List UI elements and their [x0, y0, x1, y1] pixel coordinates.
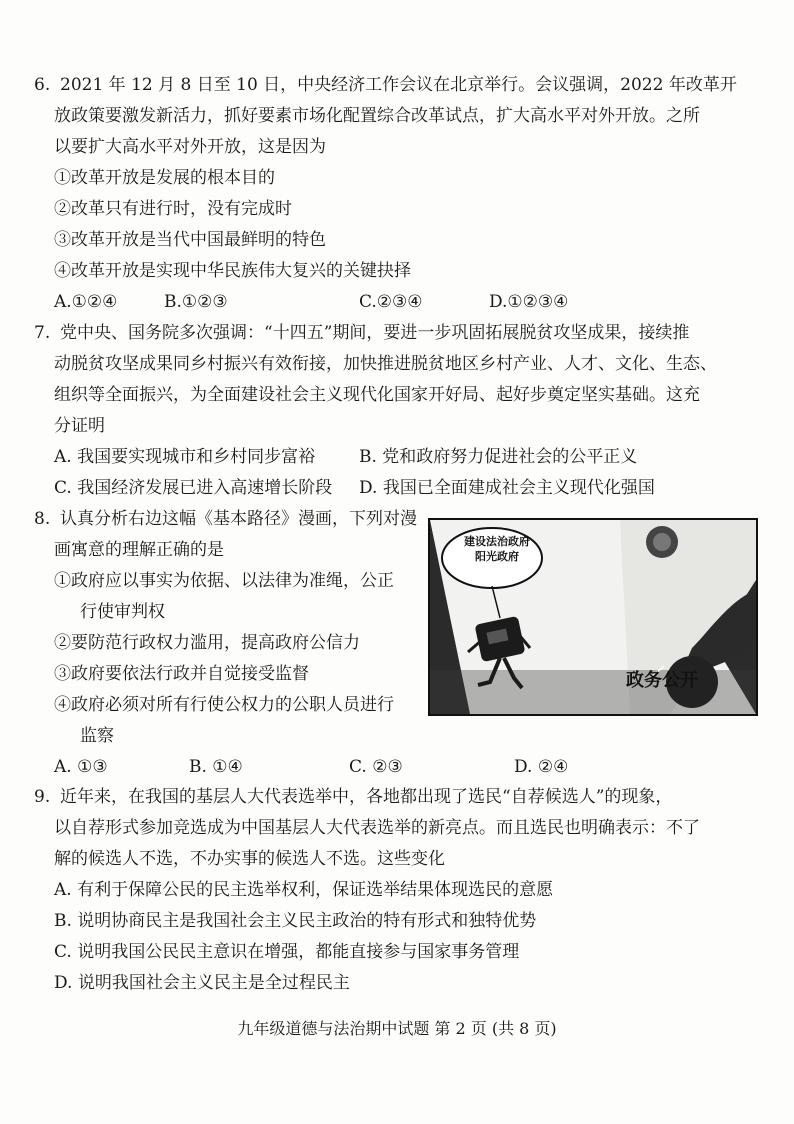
question-6 [34, 70, 759, 318]
statement-1-continued: 行使审判权 [80, 602, 165, 622]
choice-b[interactable]: B. 党和政府努力促进社会的公平正义 [359, 447, 638, 467]
question-8 [34, 504, 424, 752]
answer-choices [34, 752, 759, 783]
speech-bubble-text: 建设法治政府 阳光政府 [464, 535, 530, 563]
statement-3: ③政府要依法行政并自觉接受监督 [54, 664, 309, 684]
cartoon-caption: 政务公开 [626, 670, 698, 691]
choice-a[interactable]: A. 我国要实现城市和乡村同步富裕 [54, 447, 316, 467]
question-stem-line: 分证明 [54, 416, 105, 436]
page-footer: 九年级道德与法治期中试题 第 2 页 (共 8 页) [237, 1019, 557, 1038]
choice-c[interactable]: C.②③④ [359, 292, 423, 312]
choice-c[interactable]: C. 说明我国公民民主意识在增强，都能直接参与国家事务管理 [54, 942, 520, 962]
question-stem-line: 党中央、国务院多次强调：“十四五”期间，要进一步巩固拓展脱贫攻坚成果，接续推 [60, 323, 690, 343]
choice-d[interactable]: D. 说明我国社会主义民主是全过程民主 [54, 973, 350, 993]
question-number: 7. [34, 323, 51, 343]
question-stem-line: 以自荐形式参加竞选成为中国基层人大代表选举的新亮点。而且选民也明确表示：不了 [54, 818, 700, 838]
statement-4: ④政府必须对所有行使公权力的公职人员进行 [54, 695, 394, 715]
statement-2: ②要防范行政权力滥用，提高政府公信力 [54, 633, 360, 653]
choice-b[interactable]: B. 说明协商民主是我国社会主义民主政治的特有形式和独特优势 [54, 911, 537, 931]
statement-4: ④改革开放是实现中华民族伟大复兴的关键抉择 [54, 261, 411, 281]
choice-a[interactable]: A. ①③ [54, 757, 108, 777]
statement-1: ①政府应以事实为依据、以法律为准绳，公正 [54, 571, 394, 591]
cartoon-basic-path [428, 518, 758, 716]
question-stem-line: 动脱贫攻坚成果同乡村振兴有效衔接，加快推进脱贫地区乡村产业、人才、文化、生态、 [54, 354, 717, 374]
statement-1: ①改革开放是发展的根本目的 [54, 168, 275, 188]
question-number: 8. [34, 509, 51, 529]
statement-2: ②改革只有进行时，没有完成时 [54, 199, 292, 219]
answer-choices [34, 442, 759, 504]
question-7 [34, 318, 759, 504]
choice-c[interactable]: C. ②③ [349, 757, 403, 777]
question-stem-line: 以要扩大高水平对外开放，这是因为 [54, 137, 326, 157]
choice-c[interactable]: C. 我国经济发展已进入高速增长阶段 [54, 478, 333, 498]
choice-b[interactable]: B. ①④ [189, 757, 243, 777]
statement-3: ③改革开放是当代中国最鲜明的特色 [54, 230, 326, 250]
question-stem-line: 组织等全面振兴，为全面建设社会主义现代化国家开好局、起好步奠定坚实基础。这充 [54, 385, 700, 405]
choice-d[interactable]: D. ②④ [514, 757, 569, 777]
question-stem-line: 近年来，在我国的基层人大代表选举中，各地都出现了选民“自荐候选人”的现象， [60, 787, 673, 807]
choice-a[interactable]: A. 有利于保障公民的民主选举权利，保证选举结果体现选民的意愿 [54, 880, 554, 900]
question-stem-line: 2021 年 12 月 8 日至 10 日，中央经济工作会议在北京举行。会议强调，2022 年改革开 [60, 75, 737, 95]
question-stem-line: 画寓意的理解正确的是 [54, 540, 224, 560]
question-9 [34, 782, 759, 999]
question-stem-line: 解的候选人不选，不办实事的候选人不选。这些变化 [54, 849, 445, 869]
choice-b[interactable]: B.①②③ [164, 292, 228, 312]
question-number: 6. [34, 75, 51, 95]
question-stem-line: 认真分析右边这幅《基本路径》漫画，下列对漫 [60, 509, 417, 529]
question-stem-line: 放政策要激发新活力，抓好要素市场化配置综合改革试点，扩大高水平对外开放。之所 [54, 106, 700, 126]
question-number: 9. [34, 787, 51, 807]
choice-d[interactable]: D. 我国已全面建成社会主义现代化强国 [359, 478, 655, 498]
choice-a[interactable]: A.①②④ [54, 292, 118, 312]
choice-d[interactable]: D.①②③④ [489, 292, 569, 312]
answer-choices [34, 287, 759, 318]
statement-4-continued: 监察 [80, 726, 114, 746]
question-8-choices [34, 752, 759, 783]
